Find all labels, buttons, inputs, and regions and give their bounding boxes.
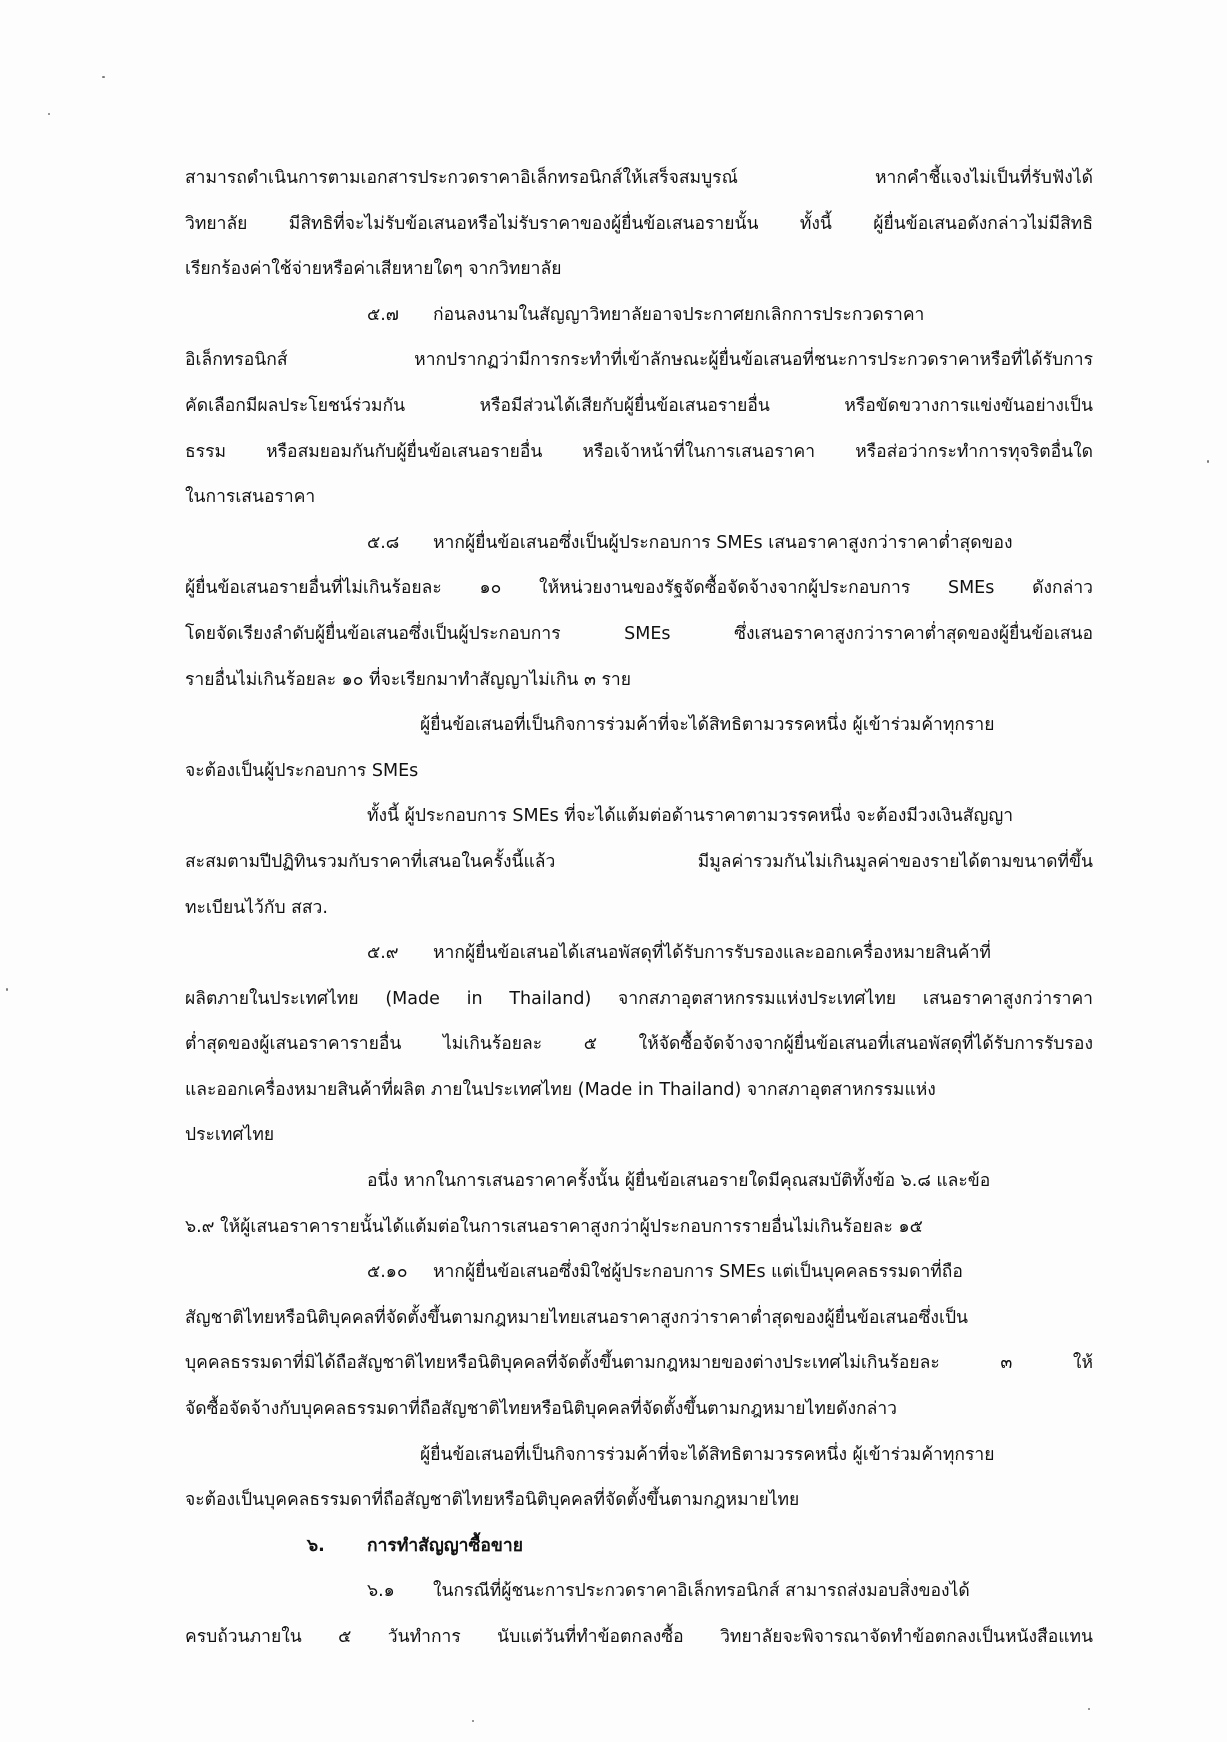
body-line: วิทยาลัย มีสิทธิที่จะไม่รับข้อเสนอหรือไม่รับราคาของผู้ยื่นข้อเสนอรายนั้น ทั้งนี้ ผู้ยื่นข้อเสนอดังกล่าวไม่มีสิทธิ xyxy=(185,213,1093,234)
clause-5-9 xyxy=(185,931,1093,977)
body-line: และออกเครื่องหมายสินค้าที่ผลิต ภายในประเทศไทย (Made in Thailand) จากสภาอุตสาหกรรมแห่ง xyxy=(185,1079,936,1100)
body-line: ทั้งนี้ ผู้ประกอบการ SMEs ที่จะได้แต้มต่อด้านราคาตามวรรคหนึ่ง จะต้องมีวงเงินสัญญา xyxy=(367,806,1014,827)
clause-5-8 xyxy=(185,521,1093,567)
body-line: เรียกร้องค่าใช้จ่ายหรือค่าเสียหายใดๆ จากวิทยาลัย xyxy=(185,259,562,280)
clause-number: ๕.๗ xyxy=(367,304,399,325)
scan-speck xyxy=(1088,1708,1090,1710)
scan-speck xyxy=(102,76,105,78)
clause-5-7 xyxy=(185,293,1093,339)
body-line: ๖.๙ ให้ผู้เสนอราคารายนั้นได้แต้มต่อในการเสนอราคาสูงกว่าผู้ประกอบการรายอื่นไม่เกินร้อยละ ๑๕ xyxy=(185,1216,923,1237)
scan-speck xyxy=(48,113,50,115)
body-line: สะสมตามปีปฏิทินรวมกับราคาที่เสนอในครั้งนี้แล้ว มีมูลค่ารวมกันไม่เกินมูลค่าของรายได้ตามขนาดที่ขึ้น xyxy=(185,851,1093,872)
body-line: ทะเบียนไว้กับ สสว. xyxy=(185,897,328,918)
body-line: ครบถ้วนภายใน ๕ วันทำการ นับแต่วันที่ทำข้อตกลงซื้อ วิทยาลัยจะพิจารณาจัดทำข้อตกลงเป็นหนังสือแทน xyxy=(185,1627,1093,1647)
body-line: อิเล็กทรอนิกส์ หากปรากฏว่ามีการกระทำที่เข้าลักษณะผู้ยื่นข้อเสนอที่ชนะการประกวดราคาหรือที่ได้รับการ xyxy=(185,350,1093,371)
body-line: ประเทศไทย xyxy=(185,1125,275,1146)
scan-speck xyxy=(472,1720,474,1722)
section-title: การทำสัญญาซื้อขาย xyxy=(367,1535,523,1556)
body-line: จัดซื้อจัดจ้างกับบุคคลธรรมดาที่ถือสัญชาติไทยหรือนิติบุคคลที่จัดตั้งขึ้นตามกฎหมายไทยดังกล่าว xyxy=(185,1399,898,1420)
section-number: ๖. xyxy=(307,1535,325,1556)
clause-6-1 xyxy=(185,1569,1093,1615)
body-line: สัญชาติไทยหรือนิติบุคคลที่จัดตั้งขึ้นตามกฎหมายไทยเสนอราคาสูงกว่าราคาต่ำสุดของผู้ยื่นข้อเสนอซึ่งเป็น xyxy=(185,1307,969,1328)
clause-text: หากผู้ยื่นข้อเสนอซึ่งมิใช่ผู้ประกอบการ SMEs แต่เป็นบุคคลธรรมดาที่ถือ xyxy=(433,1262,963,1283)
body-line: ธรรม หรือสมยอมกันกับผู้ยื่นข้อเสนอรายอื่น หรือเจ้าหน้าที่ในการเสนอราคา หรือส่อว่ากระทำการทุจริตอื่นใด xyxy=(185,441,1093,462)
clause-text: หากผู้ยื่นข้อเสนอได้เสนอพัสดุที่ได้รับการรับรองและออกเครื่องหมายสินค้าที่ xyxy=(433,943,991,964)
clause-text: หากผู้ยื่นข้อเสนอซึ่งเป็นผู้ประกอบการ SMEs เสนอราคาสูงกว่าราคาต่ำสุดของ xyxy=(433,532,1013,553)
clause-5-10 xyxy=(185,1250,1093,1296)
document-body xyxy=(185,156,1093,1661)
body-line: อนึ่ง หากในการเสนอราคาครั้งนั้น ผู้ยื่นข้อเสนอรายใดมีคุณสมบัติทั้งข้อ ๖.๘ และข้อ xyxy=(367,1171,991,1192)
clause-number: ๕.๑๐ xyxy=(367,1262,408,1283)
scan-speck xyxy=(1207,460,1209,463)
body-line: จะต้องเป็นผู้ประกอบการ SMEs xyxy=(185,760,419,781)
body-line: ในการเสนอราคา xyxy=(185,487,316,508)
clause-number: ๖.๑ xyxy=(367,1581,395,1602)
body-line: ต่ำสุดของผู้เสนอราคารายอื่น ไม่เกินร้อยละ ๕ ให้จัดซื้อจัดจ้างจากผู้ยื่นข้อเสนอที่เสนอพัสดุที่ได้รับการรับรอง xyxy=(185,1034,1093,1055)
body-line: จะต้องเป็นบุคคลธรรมดาที่ถือสัญชาติไทยหรือนิติบุคคลที่จัดตั้งขึ้นตามกฎหมายไทย xyxy=(185,1490,800,1511)
clause-text: ในกรณีที่ผู้ชนะการประกวดราคาอิเล็กทรอนิกส์ สามารถส่งมอบสิ่งของได้ xyxy=(433,1581,970,1602)
body-line: ผู้ยื่นข้อเสนอที่เป็นกิจการร่วมค้าที่จะได้สิทธิตามวรรคหนึ่ง ผู้เข้าร่วมค้าทุกราย xyxy=(420,1444,995,1465)
body-line: คัดเลือกมีผลประโยชน์ร่วมกัน หรือมีส่วนได้เสียกับผู้ยื่นข้อเสนอรายอื่น หรือขัดขวางการแข่งขันอย่างเป็น xyxy=(185,395,1093,416)
body-line: ผลิตภายในประเทศไทย (Made in Thailand) จากสภาอุตสาหกรรมแห่งประเทศไทย เสนอราคาสูงกว่าราคา xyxy=(185,988,1093,1009)
clause-number: ๕.๘ xyxy=(367,532,400,553)
section-heading-6 xyxy=(185,1524,1093,1570)
body-line: โดยจัดเรียงลำดับผู้ยื่นข้อเสนอซึ่งเป็นผู้ประกอบการ SMEs ซึ่งเสนอราคาสูงกว่าราคาต่ำสุดของผู้ยื่นข้อเสนอ xyxy=(185,623,1093,644)
body-line: บุคคลธรรมดาที่มิได้ถือสัญชาติไทยหรือนิติบุคคลที่จัดตั้งขึ้นตามกฎหมายของต่างประเทศไม่เกินร้อยละ ๓ ให้ xyxy=(185,1353,1093,1374)
clause-number: ๕.๙ xyxy=(367,943,399,964)
body-line: ผู้ยื่นข้อเสนอรายอื่นที่ไม่เกินร้อยละ ๑๐ ให้หน่วยงานของรัฐจัดซื้อจัดจ้างจากผู้ประกอบการ SMEs ดังกล่าว xyxy=(185,578,1093,599)
body-line: สามารถดำเนินการตามเอกสารประกวดราคาอิเล็กทรอนิกส์ให้เสร็จสมบูรณ์ หากคำชี้แจงไม่เป็นที่รับฟังได้ xyxy=(185,168,1093,188)
clause-text: ก่อนลงนามในสัญญาวิทยาลัยอาจประกาศยกเลิกการประกวดราคา xyxy=(433,304,925,325)
body-line: ผู้ยื่นข้อเสนอที่เป็นกิจการร่วมค้าที่จะได้สิทธิตามวรรคหนึ่ง ผู้เข้าร่วมค้าทุกราย xyxy=(420,715,995,736)
body-line: รายอื่นไม่เกินร้อยละ ๑๐ ที่จะเรียกมาทำสัญญาไม่เกิน ๓ ราย xyxy=(185,669,631,690)
scan-speck xyxy=(6,988,8,991)
